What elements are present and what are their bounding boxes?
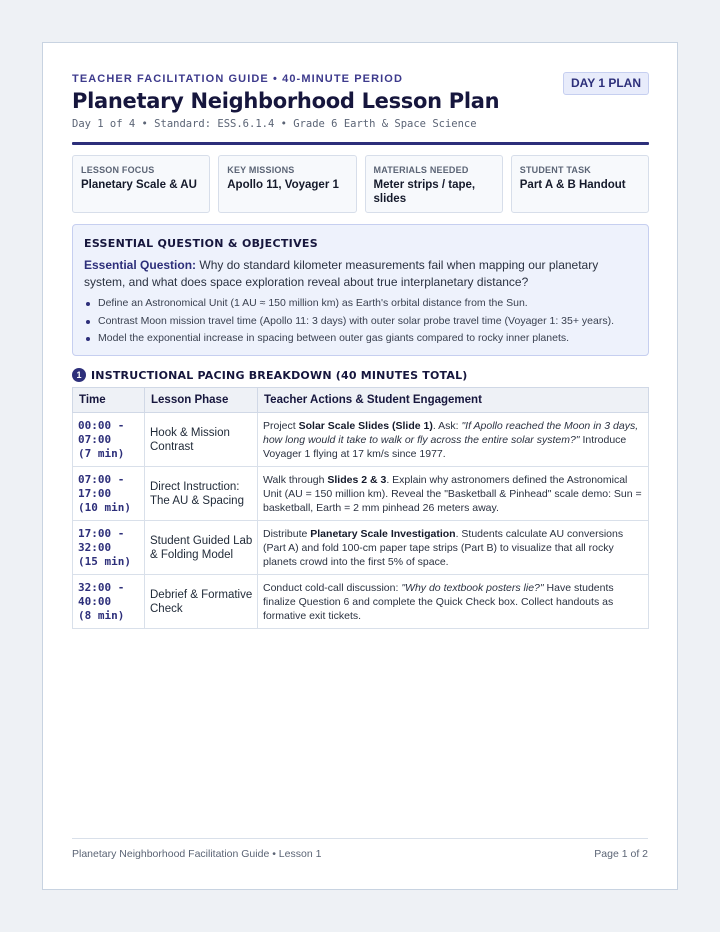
column-header-time: Time bbox=[73, 388, 145, 413]
actions-cell bbox=[258, 413, 649, 467]
table-row bbox=[73, 467, 649, 521]
card-value: Apollo 11, Voyager 1 bbox=[227, 179, 339, 191]
page-number: Page 1 of 2 bbox=[594, 848, 648, 860]
actions-italic: "If Apollo reached the Moon in 3 days, how long would it take to walk or fly across the entire solar system?" bbox=[263, 419, 639, 446]
essential-question-text: Why do standard kilometer measurements fail when mapping our planetary system, and what does space exploration reveal about true interplanetary distance? bbox=[84, 258, 599, 289]
summary-cards bbox=[72, 155, 649, 213]
essential-question bbox=[84, 257, 637, 291]
header-divider bbox=[72, 142, 649, 145]
actions-text: Walk through bbox=[263, 473, 328, 486]
essential-question-lead: Essential Question: bbox=[84, 258, 197, 272]
card-value: Meter strips / tape, slides bbox=[373, 179, 476, 205]
actions-text: Project bbox=[263, 419, 299, 432]
objectives-list bbox=[84, 295, 637, 348]
actions-cell bbox=[258, 467, 649, 521]
page-title: Planetary Neighborhood Lesson Plan bbox=[72, 89, 500, 113]
section-title: INSTRUCTIONAL PACING BREAKDOWN (40 MINUTES TOTAL) bbox=[91, 368, 468, 382]
time-cell bbox=[73, 575, 145, 629]
actions-bold: Planetary Scale Investigation bbox=[310, 527, 456, 540]
card-materials-needed bbox=[365, 155, 503, 213]
time-cell bbox=[73, 521, 145, 575]
actions-bold: Solar Scale Slides (Slide 1) bbox=[298, 419, 433, 432]
footer-title: Planetary Neighborhood Facilitation Guide • Lesson 1 bbox=[72, 848, 322, 860]
card-lesson-focus bbox=[72, 155, 210, 213]
table-row bbox=[73, 521, 649, 575]
time-duration: (10 min) bbox=[78, 500, 131, 514]
card-label: KEY MISSIONS bbox=[227, 165, 295, 175]
card-label: STUDENT TASK bbox=[519, 165, 591, 175]
actions-cell bbox=[258, 575, 649, 629]
actions-text: Distribute bbox=[263, 527, 311, 540]
actions-cell bbox=[258, 521, 649, 575]
time-end: 17:00 bbox=[78, 486, 112, 500]
actions-italic: "Why do textbook posters lie?" bbox=[401, 581, 544, 594]
phase-cell: Direct Instruction: The AU & Spacing bbox=[145, 467, 258, 521]
objective-item: Define an Astronomical Unit (1 AU ≈ 150 million km) as Earth's orbital distance from the Sun. bbox=[84, 295, 637, 313]
actions-text: . Explain why astronomers defined the Astronomical Unit (AU = 150 million km). Reveal the "Basketball & Pinhead" scale demo: Sun = basketball, Earth = 2 mm pinhead 26 meters away. bbox=[263, 473, 642, 514]
time-start: 17:00 - bbox=[78, 526, 125, 540]
actions-bold: Slides 2 & 3 bbox=[327, 473, 387, 486]
time-cell bbox=[73, 467, 145, 521]
phase-cell: Student Guided Lab & Folding Model bbox=[145, 521, 258, 575]
day-badge: DAY 1 PLAN bbox=[563, 72, 649, 95]
time-duration: (8 min) bbox=[78, 608, 125, 622]
pacing-section-heading bbox=[72, 367, 649, 383]
page-header bbox=[72, 72, 649, 131]
page-subtitle: Day 1 of 4 • Standard: ESS.6.1.4 • Grade 6 Earth & Space Science bbox=[72, 118, 477, 130]
table-row bbox=[73, 413, 649, 467]
table-header-row bbox=[73, 388, 649, 413]
objective-item: Model the exponential increase in spacing between outer gas giants compared to rocky inner planets. bbox=[84, 330, 637, 348]
card-label: LESSON FOCUS bbox=[81, 165, 155, 175]
card-label: MATERIALS NEEDED bbox=[373, 165, 469, 175]
actions-text: Introduce Voyager 1 flying at 17 km/s since 1977. bbox=[263, 433, 627, 460]
time-cell bbox=[73, 413, 145, 467]
time-start: 07:00 - bbox=[78, 472, 125, 486]
phase-cell: Hook & Mission Contrast bbox=[145, 413, 258, 467]
column-header-phase: Lesson Phase bbox=[145, 388, 258, 413]
actions-text: Conduct cold-call discussion: bbox=[263, 581, 402, 594]
objective-item: Contrast Moon mission travel time (Apollo 11: 3 days) with outer solar probe travel time (Voyager 1: 35+ years). bbox=[84, 313, 637, 331]
column-header-actions: Teacher Actions & Student Engagement bbox=[258, 388, 649, 413]
objectives-heading: ESSENTIAL QUESTION & OBJECTIVES bbox=[84, 237, 318, 250]
card-value: Part A & B Handout bbox=[519, 179, 626, 191]
card-key-missions bbox=[218, 155, 356, 213]
card-value: Planetary Scale & AU bbox=[81, 179, 197, 191]
pacing-table bbox=[72, 387, 649, 629]
lesson-plan-page bbox=[42, 42, 678, 890]
time-duration: (7 min) bbox=[78, 446, 125, 460]
section-number-badge: 1 bbox=[72, 368, 86, 382]
phase-cell: Debrief & Formative Check bbox=[145, 575, 258, 629]
actions-text: Have students finalize Question 6 and complete the Quick Check box. Collect handouts as formative exit tickets. bbox=[263, 581, 614, 622]
time-duration: (15 min) bbox=[78, 554, 131, 568]
page-content bbox=[72, 72, 649, 629]
table-row bbox=[73, 575, 649, 629]
time-end: 32:00 bbox=[78, 540, 112, 554]
page-footer bbox=[72, 838, 648, 860]
objectives-box bbox=[72, 224, 649, 356]
actions-text: . Ask: bbox=[432, 419, 462, 432]
time-end: 40:00 bbox=[78, 594, 112, 608]
time-start: 00:00 - bbox=[78, 418, 125, 432]
actions-text: . Students calculate AU conversions (Part A) and fold 100-cm paper tape strips (Part B) to visualize that all rocky planets crowd into the first 5% of space. bbox=[263, 527, 624, 568]
time-start: 32:00 - bbox=[78, 580, 125, 594]
time-end: 07:00 bbox=[78, 432, 112, 446]
card-student-task bbox=[511, 155, 649, 213]
guide-eyebrow: TEACHER FACILITATION GUIDE • 40-MINUTE PERIOD bbox=[72, 73, 404, 85]
